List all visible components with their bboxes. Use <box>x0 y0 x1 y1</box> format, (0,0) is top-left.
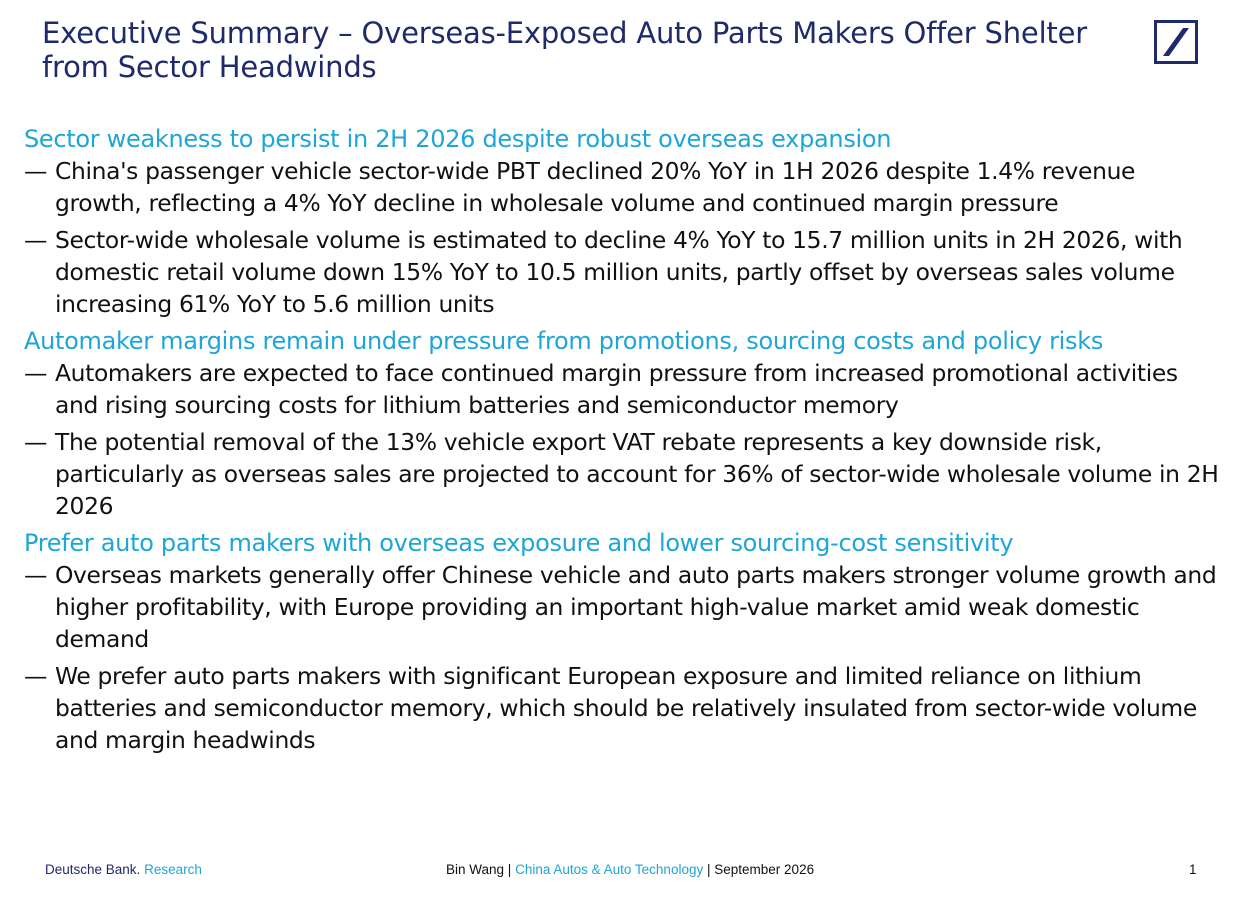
deutsche-bank-logo-icon <box>1154 20 1198 64</box>
section-heading: Sector weakness to persist in 2H 2026 despite robust overseas expansion <box>24 125 892 153</box>
bullet-item <box>24 224 1224 320</box>
section-heading: Automaker margins remain under pressure from promotions, sourcing costs and policy risks <box>24 327 1104 355</box>
bullet-text: We prefer auto parts makers with significant European exposure and limited reliance on lithium batteries and semiconductor memory, which should be relatively insulated from sector-wide volume and margin headwinds <box>55 662 1197 754</box>
bullet-item <box>24 660 1224 756</box>
bullet-text: China's passenger vehicle sector-wide PBT declined 20% YoY in 1H 2026 despite 1.4% revenue growth, reflecting a 4% YoY decline in wholesale volume and continued margin pressure <box>55 157 1136 217</box>
page-title-line-1: Executive Summary – Overseas-Exposed Auto Parts Makers Offer Shelter <box>42 16 1087 50</box>
bullet-dash: — <box>24 662 48 690</box>
footer-topic: China Autos & Auto Technology <box>515 862 704 877</box>
footer-author: Bin Wang <box>446 862 505 877</box>
footer-byline <box>446 862 814 878</box>
footer-date: September 2026 <box>714 862 815 877</box>
section-sector-weakness <box>24 123 1224 320</box>
footer-brand-name: Deutsche Bank. <box>45 862 141 877</box>
bullet-text: Automakers are expected to face continued margin pressure from increased promotional activities and rising sourcing costs for lithium batteries and semiconductor memory <box>55 359 1178 419</box>
summary-body <box>24 123 1224 761</box>
section-heading: Prefer auto parts makers with overseas exposure and lower sourcing-cost sensitivity <box>24 529 1014 557</box>
bullet-dash: — <box>24 157 48 185</box>
bullet-dash: — <box>24 359 48 387</box>
page-title-line-2: from Sector Headwinds <box>42 50 377 84</box>
footer-brand-research: Research <box>144 862 202 877</box>
bullet-item <box>24 155 1224 219</box>
footer-brand <box>45 862 202 878</box>
footer-separator: | <box>706 862 711 877</box>
section-automaker-margins <box>24 325 1224 522</box>
bullet-text: The potential removal of the 13% vehicle export VAT rebate represents a key downside risk, particularly as overseas sales are projected to account for 36% of sector-wide wholesale volume in 2H 2026 <box>55 428 1219 520</box>
bullet-dash: — <box>24 226 48 254</box>
section-prefer-parts-makers <box>24 527 1224 756</box>
bullet-dash: — <box>24 561 48 589</box>
page-number: 1 <box>1189 862 1197 877</box>
bullet-text: Sector-wide wholesale volume is estimated to decline 4% YoY to 15.7 million units in 2H 2026, with domestic retail volume down 15% YoY to 10.5 million units, partly offset by overseas sales volume increasing 61% YoY to 5.6 million units <box>55 226 1183 318</box>
footer-separator: | <box>507 862 512 877</box>
bullet-item <box>24 559 1224 655</box>
bullet-item <box>24 357 1224 421</box>
bullet-dash: — <box>24 428 48 456</box>
bullet-text: Overseas markets generally offer Chinese vehicle and auto parts makers stronger volume growth and higher profitability, with Europe providing an important high-value market amid weak domestic demand <box>55 561 1217 653</box>
page-title <box>42 16 1122 84</box>
bullet-item <box>24 426 1224 522</box>
